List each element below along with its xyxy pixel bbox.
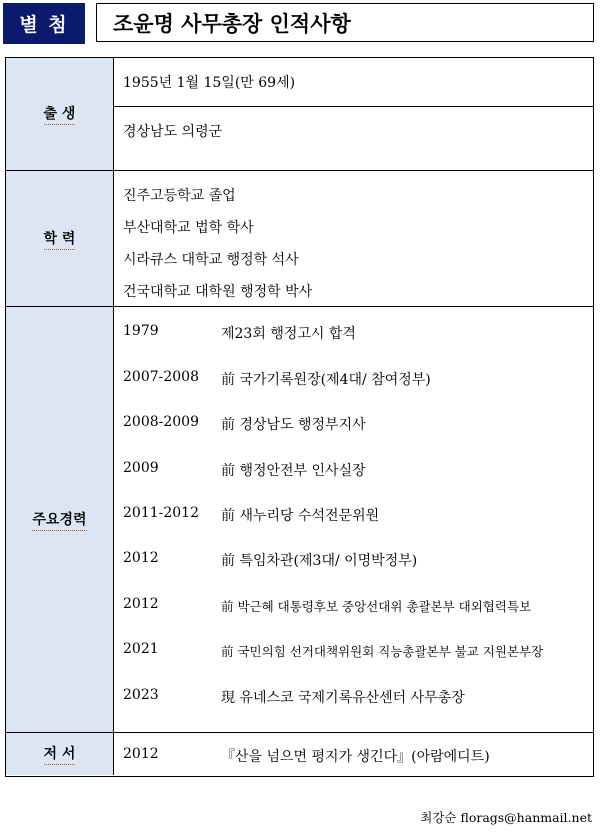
works-row: [6, 732, 593, 775]
career-desc: 前 새누리당 수석전문위원: [221, 508, 380, 524]
birth-label: 출 생: [6, 58, 114, 170]
birth-place: 경상남도 의령군: [123, 124, 223, 140]
career-year: 2012: [123, 550, 159, 566]
career-year: 2023: [123, 687, 159, 703]
page-title: 조윤명 사무총장 인적사항: [96, 3, 594, 42]
career-desc: 前 국가기록원장(제4대/ 참여정부): [221, 372, 431, 388]
career-year: 2021: [123, 641, 159, 657]
profile-table: [5, 57, 594, 777]
career-desc: 前 특임차관(제3대/ 이명박정부): [221, 553, 418, 569]
education-item: 시라큐스 대학교 행정학 석사: [123, 252, 299, 268]
education-content: [113, 171, 593, 306]
attachment-badge: 별 첨: [3, 3, 85, 44]
career-year: 2007-2008: [123, 369, 199, 385]
career-desc: 前 행정안전부 인사실장: [221, 463, 366, 479]
career-content: [113, 307, 593, 732]
career-desc: 前 국민의힘 선거대책위원회 직능총괄본부 불교 지원본부장: [221, 644, 544, 659]
education-item: 진주고등학교 졸업: [123, 188, 236, 204]
career-desc: 前 박근혜 대통령후보 중앙선대위 총괄본부 대외협력특보: [221, 599, 532, 614]
birth-row: [6, 58, 593, 170]
birth-date: 1955년 1월 15일(만 69세): [123, 75, 296, 91]
works-label: 저 서: [6, 733, 114, 775]
works-content: [113, 733, 593, 775]
works-title: 『산을 넘으면 평지가 생긴다』(아람에디트): [221, 749, 490, 765]
education-row: [6, 170, 593, 306]
author-credit: 최강순 florags@hanmail.net: [420, 810, 592, 825]
career-year: 2008-2009: [123, 414, 199, 430]
career-desc: 前 경상남도 행정부지사: [221, 417, 366, 433]
career-label: 주요경력: [6, 307, 114, 732]
education-label: 학 력: [6, 171, 114, 306]
career-year: 2012: [123, 596, 159, 612]
works-year: 2012: [123, 746, 159, 762]
education-item: 건국대학교 대학원 행정학 박사: [123, 284, 313, 300]
career-row: [6, 306, 593, 732]
birth-content: [113, 58, 593, 170]
career-year: 2011-2012: [123, 505, 199, 521]
career-desc: 제23회 행정고시 합격: [221, 326, 356, 342]
education-item: 부산대학교 법학 학사: [123, 220, 254, 236]
birth-divider: [113, 106, 593, 107]
career-year: 1979: [123, 323, 159, 339]
career-year: 2009: [123, 460, 159, 476]
career-desc: 現 유네스코 국제기록유산센터 사무총장: [221, 690, 465, 706]
